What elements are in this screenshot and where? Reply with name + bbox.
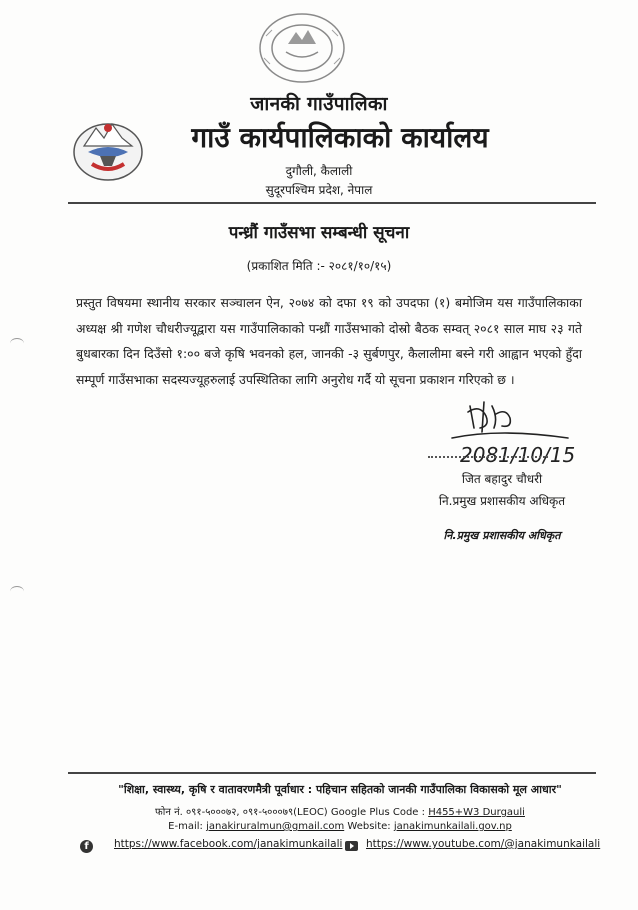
signer-name: जित बहादुर चौधरी (461, 472, 543, 486)
plus-code: H455+W3 Durgauli (428, 807, 525, 818)
footer-divider (68, 772, 596, 774)
phone-numbers: फोन नं. ०९१-५०००७२, ०९१-५०००७९(LEOC) Google Plus Code : (155, 807, 429, 818)
signer-designation: नि.प्रमुख प्रशासकीय अधिकृत (438, 494, 566, 508)
email-label: E-mail: (168, 821, 207, 832)
footer-contact-email (60, 821, 620, 832)
municipality-name: जानकी गाउँपालिका (250, 93, 388, 115)
youtube-link[interactable]: https://www.youtube.com/@janakimunkailali (366, 838, 601, 850)
office-address-province: सुदूरपश्चिम प्रदेश, नेपाल (265, 183, 373, 197)
footer-motto: "शिक्षा, स्वास्थ्य, कृषि र वातावरणमैत्री पूर्वाधार : पहिचान सहितको जानकी गाउँपालिका विकासको मूल आधार" (118, 783, 562, 796)
website-link[interactable]: janakimunkailali.gov.np (393, 821, 512, 832)
email-link[interactable]: janakiruralmun@gmail.com (206, 821, 345, 832)
office-address-district: दुगौली, कैलाली (285, 164, 353, 178)
footer-contact-phone (60, 804, 620, 818)
municipality-seal (246, 8, 358, 90)
signature-line (428, 456, 548, 458)
website-label: Website: (344, 821, 394, 832)
social-links (80, 838, 600, 856)
facebook-icon: f (80, 840, 93, 853)
published-date: (प्रकाशित मिति :- २०८१/१०/१५) (246, 259, 392, 273)
office-title: गाउँ कार्यपालिकाको कार्यालय (191, 121, 489, 154)
handwritten-signature (440, 398, 588, 474)
notice-body: प्रस्तुत विषयमा स्थानीय सरकार सञ्चालन ऐन, २०७४ को दफा १९ को उपदफा (१) बमोजिम यस गाउँपालिकाका अध्यक्ष श्री गणेश चौधरीज्यूद्वारा यस गाउँपालिकाको पन्ध्रौं गाउँसभाको दोस्रो बैठक सम्वत् २०८१ साल माघ २३ गते बुधबारका दिन दिउँसो १:०० बजे कृषि भवनको हल, जानकी -३ सुर्बणपुर, कैलालीमा बस्ने गरी आह्वान भएको हुँदा सम्पूर्ण गाउँसभाका सदस्यज्यूहरुलाई उपस्थितिका लागि अनुरोध गर्दै यो सूचना प्रकाशन गरिएको छ । (76, 295, 582, 387)
signature-date: 2081/10/15 (460, 443, 576, 467)
notice-title: पन्ध्रौं गाउँसभा सम्बन्धी सूचना (228, 223, 410, 243)
designation-stamp: नि.प्रमुख प्रशासकीय अधिकृत (443, 529, 561, 542)
punch-hole-mark (10, 586, 24, 597)
header-divider (68, 202, 596, 204)
youtube-icon (345, 841, 358, 851)
facebook-link[interactable]: https://www.facebook.com/janakimunkailali (114, 838, 343, 850)
punch-hole-mark (10, 338, 24, 349)
